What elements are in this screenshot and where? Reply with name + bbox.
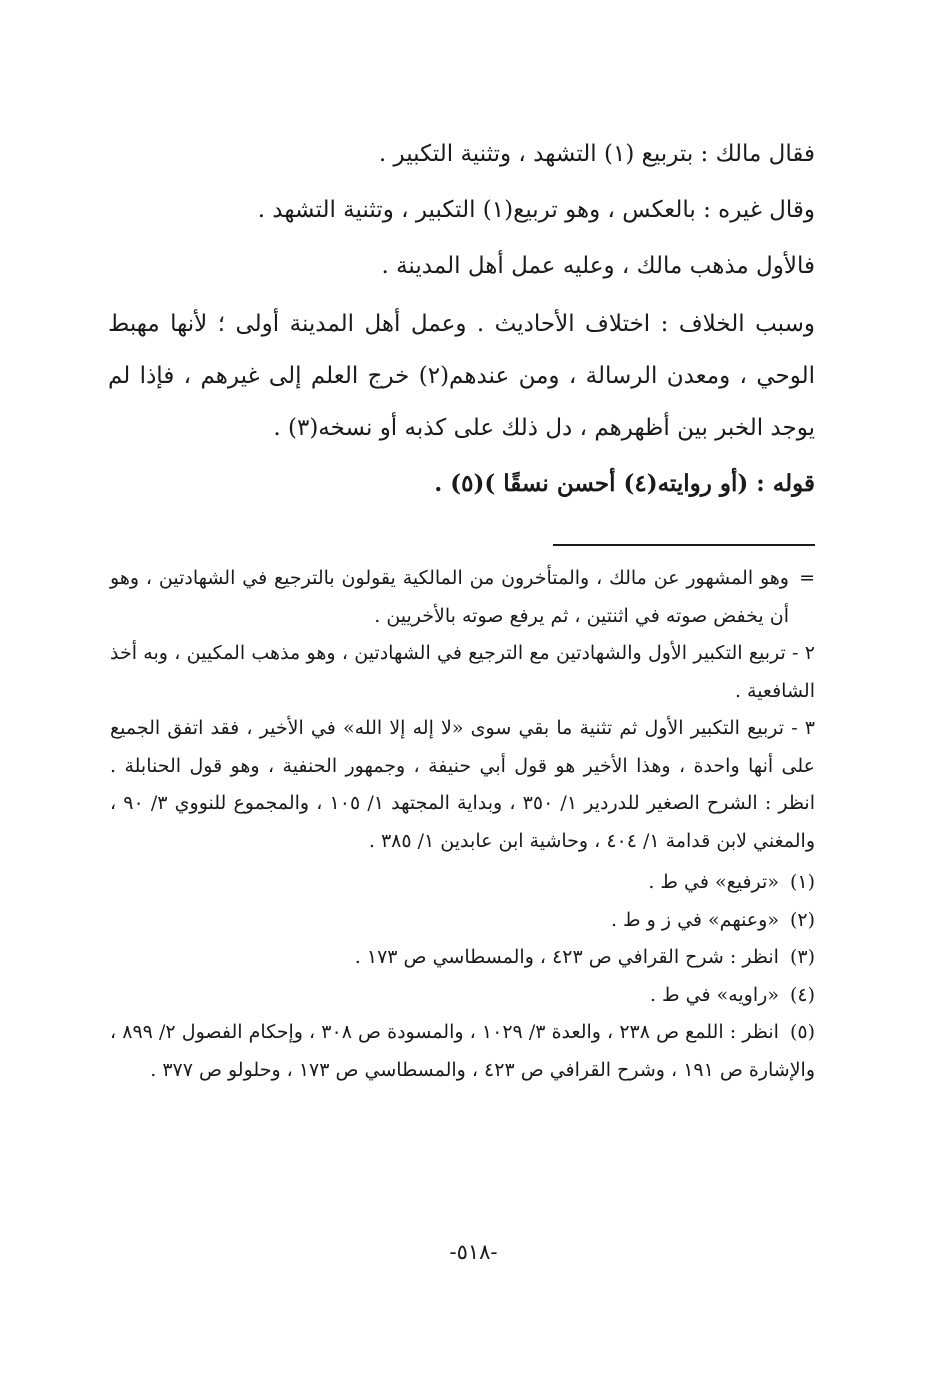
footnote-text: انظر : اللمع ص ٢٣٨ ، والعدة ٣/ ١٠٢٩ ، والمسودة ص ٣٠٨ ، وإحكام الفصول ٢/ ٨٩٩ ، والإشارة ص ١٩١ ، وشرح القرافي ص ٤٢٣ ، والمسطاسي ص ١٧٣ ، وحلولو ص ٣٧٧ .	[110, 1021, 815, 1081]
footnote-number: (٤)	[789, 983, 815, 1006]
footnote-2	[110, 902, 815, 940]
main-text-block	[108, 128, 815, 514]
footnote-text: «ترفيع» في ط .	[648, 871, 779, 893]
footnote-4	[110, 977, 815, 1015]
footnote-5	[110, 1014, 815, 1089]
footnote-continuation	[110, 560, 815, 635]
footnote-number: (١)	[789, 871, 815, 893]
main-line-1: فقال مالك : بتربيع (١) التشهد ، وتثنية التكبير .	[378, 141, 815, 167]
page-number: -٥١٨-	[449, 1240, 498, 1264]
footnote-number: (٥)	[789, 1021, 816, 1043]
footnote-continuation-text: وهو المشهور عن مالك ، والمتأخرون من المالكية يقولون بالترجيع في الشهادتين ، وهو أن يخفض صوته في اثنتين ، ثم يرفع صوته بالأخريين .	[110, 567, 789, 627]
continuation-marker: =	[799, 567, 815, 589]
main-line-quote: قوله : (أو روايته(٤) أحسن نسقًا )(٥) .	[434, 470, 815, 497]
footnote-3	[110, 939, 815, 977]
main-paragraph-reason: وسبب الخلاف : اختلاف الأحاديث . وعمل أهل المدينة أولى ؛ لأنها مهبط الوحي ، ومعدن الرسالة ، ومن عندهم(٢) خرج العلم إلى غيرهم ، فإذا لم يوجد الخبر بين أظهرهم ، دل ذلك على كذبه أو نسخه(٣) .	[108, 311, 816, 441]
footnotes-block	[110, 560, 815, 1089]
main-line-2: وقال غيره : بالعكس ، وهو تربيع(١) التكبير ، وتثنية التشهد .	[257, 197, 815, 223]
footnote-text: «راويه» في ط .	[649, 983, 779, 1006]
footnote-number: (٣)	[789, 946, 815, 968]
footnote-number: (٢)	[789, 908, 815, 931]
footnote-1	[110, 864, 815, 902]
main-line-3: فالأول مذهب مالك ، وعليه عمل أهل المدينة .	[381, 253, 815, 279]
footnote-text: «وعنهم» في ز و ط .	[610, 908, 779, 931]
footnote-text: انظر : شرح القرافي ص ٤٢٣ ، والمسطاسي ص ١٧٣ .	[354, 946, 779, 968]
footnote-separator	[553, 544, 815, 546]
footnote-item-2: ٢ - تربيع التكبير الأول والشهادتين مع الترجيع في الشهادتين ، وهو مذهب المكيين ، وبه أخذ الشافعية .	[110, 642, 815, 702]
footnote-item-3: ٣ - تربيع التكبير الأول ثم تثنية ما بقي سوى «لا إله إلا الله» في الأخير ، فقد اتفق الجميع على أنها واحدة ، وهذا الأخير هو قول أبي حنيفة ، وجمهور الحنفية ، وهو قول الحنابلة . انظر : الشرح الصغير للدردير ١/ ٣٥٠ ، وبداية المجتهد ١/ ١٠٥ ، والمجموع للنووي ٣/ ٩٠ ، والمغني لابن قدامة ١/ ٤٠٤ ، وحاشية ابن عابدين ١/ ٣٨٥ .	[110, 717, 816, 852]
